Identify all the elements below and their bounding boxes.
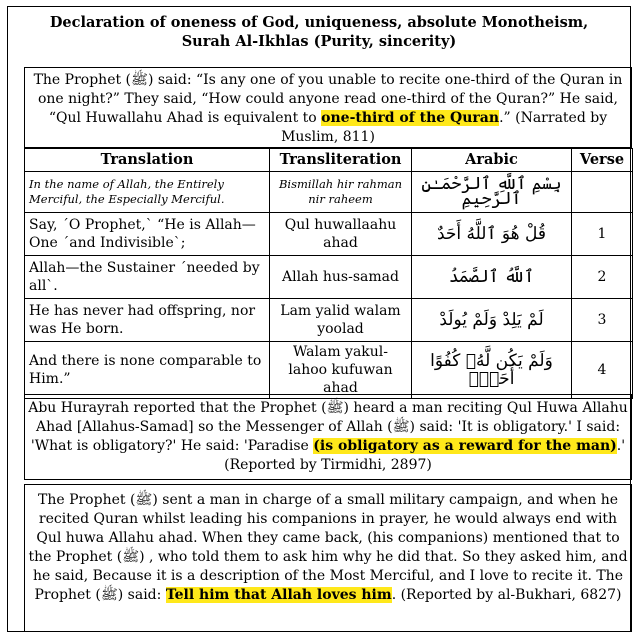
translation-cell: In the name of Allah, the Entirely Merciful, the Especially Merciful. xyxy=(25,172,270,213)
header-verse: Verse xyxy=(572,149,633,172)
transliteration-cell: Allah hus-samad xyxy=(270,256,412,299)
page-frame xyxy=(7,6,631,632)
translation-cell: Say, ˊO Prophet,ˋ “He is Allah—One ˊand Indivisibleˋ; xyxy=(25,213,270,256)
table-row xyxy=(25,299,633,342)
table-header-row xyxy=(25,149,633,172)
table-row xyxy=(25,342,633,399)
title-line-2: Surah Al-Ikhlas (Purity, sincerity) xyxy=(181,33,457,50)
bukhari-text: The Prophet (ﷺ) sent a man in charge of a small military campaign, and when he recited Quran whilst leading his companions in prayer, he would always end with Qul huwa Allahu ahad. When they came back, (his companions) mentioned that to the Prophet (ﷺ) , who told them to ask him why he did that. So they asked him, and he said, Because it is a description of the Most Merciful, and I love to recite it. The Prophet (ﷺ) said: xyxy=(28,492,628,603)
title-line-1: Declaration of oneness of God, uniqueness, absolute Monotheism, xyxy=(49,14,589,31)
abu-hurayrah-hadith-box xyxy=(24,394,632,480)
transliteration-cell: Qul huwallaahu ahad xyxy=(270,213,412,256)
arabic-cell: قُلْ هُوَ ٱللَّهُ أَحَدٌ xyxy=(412,213,572,256)
arabic-cell: لَمْ يَلِدْ وَلَمْ يُولَدْ xyxy=(412,299,572,342)
transliteration-cell: Walam yakul-lahoo kufuwan ahad xyxy=(270,342,412,399)
intro-hadith-box xyxy=(24,67,632,148)
bukhari-hadith-box xyxy=(24,484,632,632)
intro-text: The Prophet (ﷺ) said: “Is any one of you unable to recite one-third of the Quran in one night?” They said, “How could anyone read one-third of the Quran?” He said, “Qul Huwallahu Ahad is equivalent to xyxy=(33,72,623,126)
table-row xyxy=(25,256,633,299)
header-transliteration: Transliteration xyxy=(270,149,412,172)
arabic-cell: بِسْمِ ٱللَّهِ ٱلرَّحْمَـٰنِ ٱلرَّحِيمِ xyxy=(412,172,572,213)
verse-number-cell: 3 xyxy=(572,299,633,342)
transliteration-cell: Lam yalid walam yoolad xyxy=(270,299,412,342)
abu-after: .' (Reported by Tirmidhi, 2897) xyxy=(224,438,626,473)
bukhari-highlight: Tell him that Allah loves him xyxy=(165,587,392,603)
abu-highlight: (is obligatory as a reward for the man) xyxy=(313,438,617,454)
page-title xyxy=(8,13,630,51)
table-row xyxy=(25,172,633,213)
arabic-cell: ٱللَّهُ ٱلصَّمَدُ xyxy=(412,256,572,299)
intro-highlight: one-third of the Quran xyxy=(321,110,500,126)
transliteration-cell: Bismillah hir rahman nir raheem xyxy=(270,172,412,213)
verse-number-cell: 2 xyxy=(572,256,633,299)
table-row xyxy=(25,213,633,256)
header-translation: Translation xyxy=(25,149,270,172)
abu-text: Abu Hurayrah reported that the Prophet (ﷺ) heard a man reciting Qul Huwa Allahu Ahad [Allahus-Samad] so the Messenger of Allah (ﷺ) said: 'It is obligatory.' I said: 'What is obligatory?' He said: 'Paradise xyxy=(28,400,628,454)
header-arabic: Arabic xyxy=(412,149,572,172)
verse-number-cell: 1 xyxy=(572,213,633,256)
intro-after: .” (Narrated by Muslim, 811) xyxy=(281,110,608,145)
arabic-cell: وَلَمْ يَكُن لَّهُۥ كُفُوًا أَحَدٌۢ xyxy=(412,342,572,399)
verse-number-cell xyxy=(572,172,633,213)
translation-cell: And there is none comparable to Him.” xyxy=(25,342,270,399)
verse-number-cell: 4 xyxy=(572,342,633,399)
surah-table xyxy=(24,148,633,399)
translation-cell: He has never had offspring, nor was He born. xyxy=(25,299,270,342)
translation-cell: Allah—the Sustainer ˊneeded by allˋ. xyxy=(25,256,270,299)
bukhari-after: . (Reported by al-Bukhari, 6827) xyxy=(391,587,622,603)
